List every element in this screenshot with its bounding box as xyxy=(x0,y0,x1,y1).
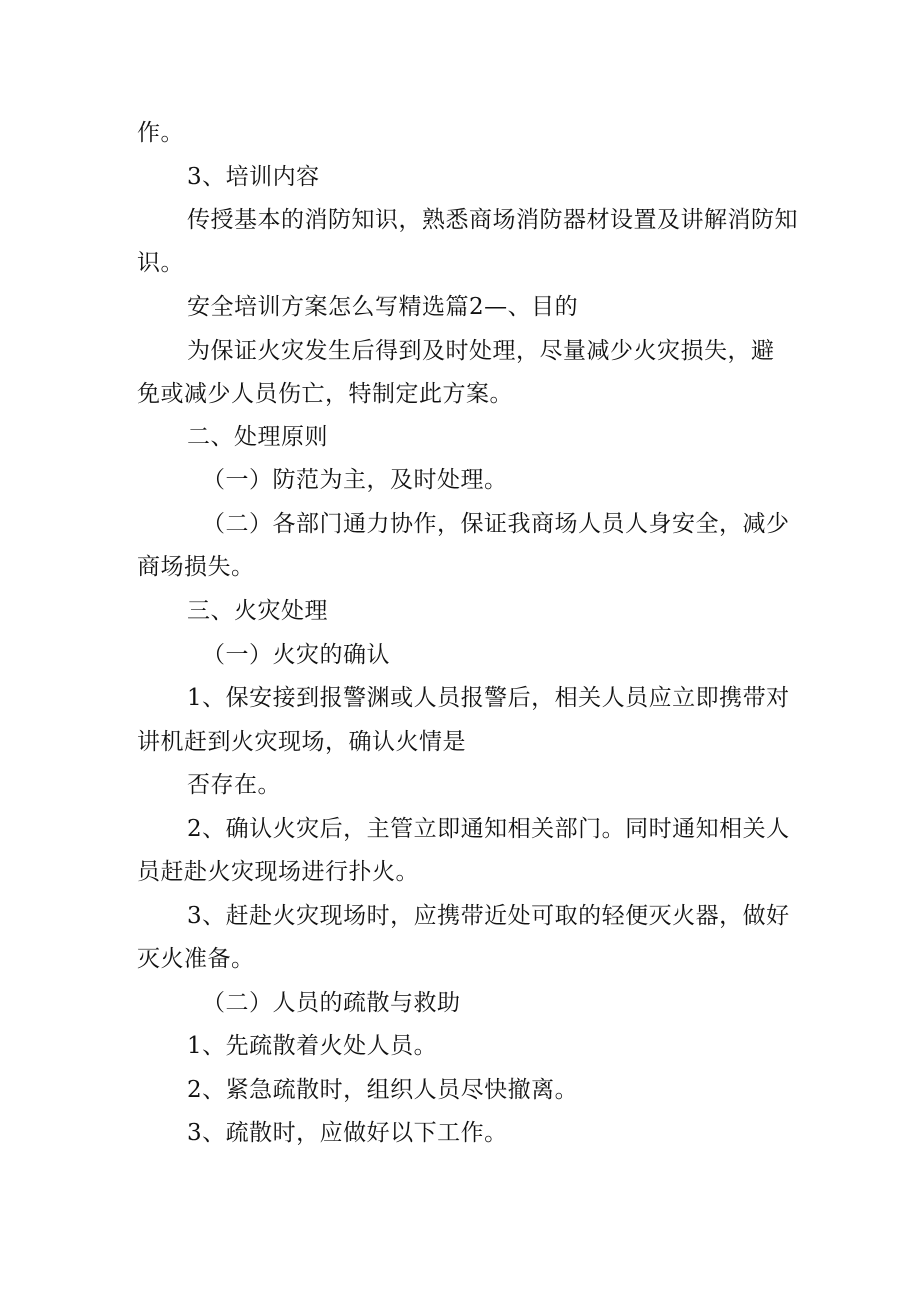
text-line: 灭火准备。 xyxy=(137,946,255,972)
text-line: 传授基本的消防知识，熟悉商场消防器材设置及讲解消防知 xyxy=(187,207,798,233)
text-line: 3、赶赴火灾现场时，应携带近处可取的轻便灭火器，做好 xyxy=(187,903,790,929)
text-line: 2、确认火灾后，主管立即通知相关部门。同时通知相关人 xyxy=(187,816,790,842)
section-heading: 二、处理原则 xyxy=(187,424,328,450)
text-line: 否存在。 xyxy=(187,772,281,798)
text-line: 讲机赶到火灾现场，确认火情是 xyxy=(137,729,466,755)
text-line: 1、先疏散着火处人员。 xyxy=(187,1033,438,1059)
text-line: （二）各部门通力协作，保证我商场人员人身安全，减少 xyxy=(202,511,790,537)
section-heading: 三、火灾处理 xyxy=(187,598,328,624)
text-line: 商场损失。 xyxy=(137,554,255,580)
subsection-heading: （二）人员的疏散与救助 xyxy=(202,990,461,1016)
text-line: 为保证火灾发生后得到及时处理，尽量减少火灾损失，避 xyxy=(187,338,775,364)
text-line: 2、紧急疏散时，组织人员尽快撤离。 xyxy=(187,1077,579,1103)
text-line: 3、疏散时，应做好以下工作。 xyxy=(187,1120,508,1146)
text-line: 识。 xyxy=(137,250,184,276)
section-heading: 安全培训方案怎么写精选篇2—、目的 xyxy=(187,294,579,320)
section-heading: 3、培训内容 xyxy=(187,164,320,190)
subsection-heading: （一）火灾的确认 xyxy=(202,642,390,668)
text-line: 免或减少人员伤亡，特制定此方案。 xyxy=(137,381,513,407)
text-line: 作。 xyxy=(137,120,184,146)
text-line: 员赶赴火灾现场进行扑火。 xyxy=(137,859,419,885)
text-line: （一）防范为主，及时处理。 xyxy=(202,467,508,493)
text-line: 1、保安接到报警渊或人员报警后，相关人员应立即携带对 xyxy=(187,685,790,711)
